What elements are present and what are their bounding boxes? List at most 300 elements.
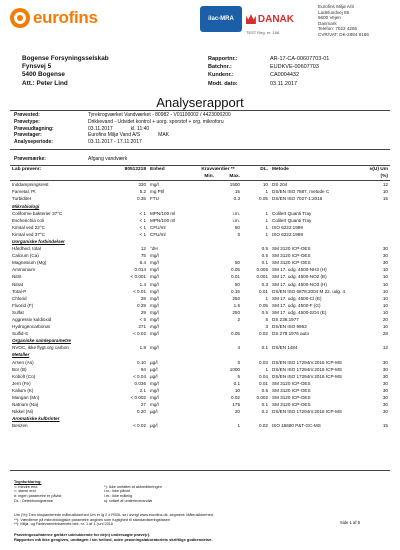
- table-row: [10, 231, 390, 238]
- limit-max: [216, 245, 242, 252]
- limit-min: [194, 288, 216, 295]
- method: SM 17. udg. 4500-SO4 (E): [272, 309, 327, 315]
- parameter-name: Jern (Fe): [12, 380, 31, 386]
- parameter-name: Nitrat: [12, 281, 23, 287]
- parameter-name: Escherichia coli: [12, 217, 44, 223]
- result-value: 6.4: [139, 260, 146, 266]
- footnote-line: **): Miljø- og Fødevareministeriets bek. nr. 1 af 1. juni 2016: [14, 522, 113, 527]
- legend-item: #: ingen parametre er påvist: [14, 494, 62, 499]
- detection-limit: 0.001: [256, 274, 268, 280]
- result-value: 1.4: [139, 281, 146, 287]
- limit-max: 50: [234, 260, 240, 266]
- meta-value: CA0004432: [270, 72, 300, 79]
- unit: mg/l: [150, 387, 159, 393]
- parameter-name: Hårdhed, total: [12, 246, 41, 252]
- result-value: < 0.002: [130, 395, 146, 401]
- info-value: Tyrekrogværket Vandværket - 80982 - V01100002 / 4423000200: [88, 112, 231, 118]
- table-row: [10, 181, 390, 189]
- method: SM 3120 ICP-OES: [272, 246, 311, 252]
- detection-limit: 1: [265, 210, 268, 216]
- detection-limit: 0.5: [261, 253, 268, 259]
- section-title: Metaller: [12, 352, 30, 358]
- limit-max: 0.02: [231, 395, 240, 401]
- limit-max: 0.05: [231, 267, 240, 273]
- table-row: [10, 252, 390, 259]
- table-row: [10, 295, 390, 302]
- page-of: af: [353, 520, 357, 525]
- table-row: [10, 387, 390, 394]
- table-row: [10, 210, 390, 217]
- unit: mg/l: [150, 274, 159, 280]
- col-subheader: Min.: [194, 173, 216, 181]
- method: DS/EN ISO 7027-1:2016: [272, 196, 323, 202]
- detection-limit: 0.02: [259, 423, 268, 429]
- page-number: [340, 520, 360, 525]
- table-row: [10, 195, 390, 202]
- detection-limit: 0.5: [261, 246, 268, 252]
- unit: CFU/ml: [150, 224, 166, 230]
- method: ISO 6222:1999: [272, 231, 303, 237]
- limit-min: [194, 422, 216, 429]
- parameter-name: Inddampningsrest: [12, 182, 49, 188]
- limit-min: [194, 181, 216, 189]
- result-value: 2.1: [139, 387, 146, 393]
- limit-max: 50: [234, 224, 240, 230]
- result-value: < 0.01: [133, 288, 146, 294]
- unit: µg/l: [150, 359, 158, 365]
- sample-mark: [14, 156, 127, 162]
- result-value: 94: [140, 366, 146, 372]
- divider: [10, 470, 390, 471]
- uncertainty: 10: [382, 302, 388, 308]
- section-row: [10, 238, 390, 245]
- method: ISO 6222:1999: [272, 224, 303, 230]
- table-row: [10, 316, 390, 323]
- legend-item: DL.: Detektionsgrænse: [14, 498, 53, 503]
- results-table: [10, 165, 390, 429]
- result-value: 5.2: [139, 189, 146, 195]
- uncertainty: [364, 210, 390, 217]
- footnotes: [14, 513, 314, 527]
- limit-max: 0.15: [231, 288, 240, 294]
- info-label: Prøvetype:: [14, 118, 40, 125]
- limit-max: 0.3: [233, 196, 240, 202]
- info-value: 03.11.2017: [88, 125, 113, 132]
- col-header: Kravværdier **: [194, 166, 242, 174]
- table-row: [10, 408, 390, 415]
- col-header: Enhed: [148, 166, 194, 174]
- parameter-name: Sulfat: [12, 309, 24, 315]
- table-row: [10, 366, 390, 373]
- table-row: [10, 323, 390, 330]
- uncertainty: 10: [382, 274, 388, 280]
- limit-max: 2: [237, 317, 240, 323]
- unit: mg/l: [150, 380, 159, 386]
- detection-limit: 0.2: [261, 409, 268, 415]
- section-title: Aromatiske kulbrinter: [12, 416, 60, 422]
- unit: mg/l: [150, 395, 159, 401]
- method: Colilert Quanti Tray: [272, 217, 312, 223]
- detection-limit: 0.5: [261, 309, 268, 315]
- limit-min: [194, 188, 216, 195]
- unit: mg/l: [150, 288, 159, 294]
- legend-item: s): udført af underleverandør: [104, 498, 153, 503]
- uncertainty: 10: [382, 288, 388, 294]
- eurofins-logo: [10, 8, 98, 28]
- method: SM 17. udg. 4500-NO3 (H): [272, 281, 327, 287]
- uncertainty: 30: [382, 402, 388, 408]
- info-value: 03.11.2017 - 17.11.2017: [88, 139, 142, 146]
- result-value: < 0.001: [130, 274, 146, 280]
- lab-address-line: Danmark: [318, 20, 337, 26]
- method: SM 3120 ICP-OES: [272, 402, 311, 408]
- col-header: DL.: [242, 166, 270, 174]
- method: DS/EN ISO 9963: [272, 324, 307, 330]
- legend-item: i.m.: ikke målelig: [104, 494, 133, 499]
- unit: MPN/100 ml: [150, 210, 176, 216]
- table-row: [10, 273, 390, 280]
- uncertainty: 10: [382, 309, 388, 315]
- col-header: 80512218: [106, 166, 148, 174]
- legend: [14, 480, 162, 504]
- lab-address-line: CVR/VAT: DK-2884 8186: [318, 31, 369, 37]
- parameter-name: Magnesium (Mg): [12, 260, 47, 266]
- section-row: [10, 415, 390, 422]
- lab-address: [318, 4, 369, 38]
- customer-line: Bogense Forsyningsselskab: [22, 55, 109, 62]
- uncertainty: 20: [382, 317, 388, 323]
- page-title: Analyserapport: [156, 95, 244, 110]
- method: SM 17. udg. 4500-NO2 (B): [272, 274, 327, 280]
- parameter-name: Calcium (Ca): [12, 253, 39, 259]
- danak-subtext: TEST Reg. nr. 168: [246, 30, 280, 35]
- limit-min: [194, 217, 216, 224]
- limit-min: [194, 401, 216, 408]
- page-total: 5: [357, 520, 361, 525]
- parameter-name: Total-P: [12, 288, 27, 294]
- result-value: 0.35: [137, 196, 146, 202]
- method: DS/EN 1484: [272, 345, 298, 351]
- lab-address-line: 6600 Vejen: [318, 15, 341, 21]
- limit-max: 1000: [229, 366, 240, 372]
- result-value: < 5: [139, 317, 146, 323]
- table-row: [10, 266, 390, 273]
- legend-title: Tegnforklaring:: [14, 480, 42, 484]
- section-title: Mikrobiologi: [12, 203, 40, 209]
- table-row: [10, 302, 390, 309]
- table-row: [10, 373, 390, 380]
- uncertainty: 30: [382, 409, 388, 415]
- divider: [10, 110, 390, 111]
- info-label: Prøveudtagning:: [14, 125, 54, 132]
- meta-value: EUDKVE-00607703: [270, 64, 319, 71]
- unit: µg/l: [150, 366, 158, 372]
- info-label: Prøvetager:: [14, 132, 42, 139]
- result-value: < 0.02: [133, 331, 146, 337]
- detection-limit: 1: [265, 224, 268, 230]
- method: DS/EN ISO 7887, metode C: [272, 189, 330, 195]
- table-row: [10, 330, 390, 337]
- uncertainty: 12: [382, 182, 388, 188]
- unit: mg/l: [150, 402, 159, 408]
- method: SM 3120 ICP-OES: [272, 260, 311, 266]
- table-row: [10, 359, 390, 366]
- result-value: 75: [140, 253, 146, 259]
- detection-limit: 0.02: [259, 331, 268, 337]
- limit-min: [194, 252, 216, 259]
- col-header: (%): [364, 173, 390, 181]
- detection-limit: 0.04: [259, 373, 268, 379]
- report-disclaimer: [14, 533, 212, 543]
- result-value: 0.036: [134, 380, 146, 386]
- detection-limit: 1: [265, 231, 268, 237]
- uncertainty: 10: [382, 267, 388, 273]
- parameter-name: Bor (B): [12, 366, 27, 372]
- limit-max: 4: [237, 345, 240, 351]
- legend-col: [14, 485, 104, 504]
- limit-min: [194, 259, 216, 266]
- parameter-name: Turbiditet: [12, 196, 31, 202]
- customer-line: 5400 Bogense: [22, 71, 65, 79]
- unit: µg/l: [150, 373, 158, 379]
- limit-min: [194, 408, 216, 415]
- table-row: [10, 422, 390, 429]
- info-label: Prøvemærke:: [14, 156, 46, 162]
- unit: mg/l: [150, 331, 159, 337]
- danak-text: DANAK: [257, 13, 294, 25]
- uncertainty: 30: [382, 387, 388, 393]
- limit-min: [194, 366, 216, 373]
- result-value: 0.014: [134, 267, 146, 273]
- limit-min: [194, 387, 216, 394]
- uncertainty: 28: [382, 331, 388, 337]
- uncertainty: 30: [382, 359, 388, 365]
- limit-min: [194, 245, 216, 252]
- limit-min: [194, 373, 216, 380]
- unit: MPN/100 ml: [150, 217, 176, 223]
- customer-address: [22, 55, 109, 88]
- detection-limit: 3: [265, 324, 268, 330]
- meta-row: [208, 80, 329, 88]
- uncertainty: 30: [382, 373, 388, 379]
- limit-max: 0.05: [231, 331, 240, 337]
- unit: mg/l: [150, 182, 159, 188]
- result-value: 1.8: [139, 345, 146, 351]
- limit-max: 5: [237, 231, 240, 237]
- customer-line: Fynsvej 5: [22, 63, 52, 71]
- table-row: [10, 188, 390, 195]
- ilac-mra-logo: ilac-MRA: [200, 6, 242, 32]
- info-value: Drikkevand - Udvidet kontrol + uorg. sporstof + org. mikroforu: [88, 118, 224, 125]
- section-row: [10, 351, 390, 358]
- uncertainty: 30: [382, 260, 388, 266]
- unit: mg/l: [150, 309, 159, 315]
- meta-row: [208, 71, 329, 79]
- limit-min: [194, 231, 216, 238]
- unit: FTU: [150, 196, 159, 202]
- result-value: 271: [138, 324, 146, 330]
- method: ISO 15680 P&T-GC-MS: [272, 423, 321, 429]
- limit-max: 20: [234, 409, 240, 415]
- parameter-name: Coliforme bakterier 37°C: [12, 210, 63, 216]
- limit-min: [194, 224, 216, 231]
- detection-limit: 0.5: [261, 387, 268, 393]
- limit-max: 0.01: [231, 274, 240, 280]
- table-row: [10, 217, 390, 224]
- detection-limit: 5: [265, 317, 268, 323]
- limit-max: 5: [237, 373, 240, 379]
- limit-max: 1: [237, 423, 240, 429]
- method: DS/EN ISO 17294m:2016 ICP-MS: [272, 373, 342, 379]
- meta-label: Modt. dato:: [208, 80, 238, 87]
- limit-max: 1.5: [233, 302, 240, 308]
- legend-item: *): Ikke omfattet af akkrediteringen: [104, 484, 162, 489]
- limit-min: [194, 359, 216, 366]
- unit: mg/l: [150, 295, 159, 301]
- detection-limit: 1: [265, 295, 268, 301]
- parameter-name: Natrium (Na): [12, 402, 39, 408]
- table-row: [10, 344, 390, 351]
- result-value: 12: [140, 246, 146, 252]
- crown-icon: [246, 14, 256, 24]
- result-value: < 0.02: [133, 423, 146, 429]
- detection-limit: 0.1: [261, 345, 268, 351]
- result-value: 330: [138, 182, 146, 188]
- limit-min: [194, 323, 216, 330]
- parameter-name: Fluorid (F): [12, 302, 34, 308]
- legend-item: <: mindre end: [14, 484, 38, 489]
- parameter-name: Benzen: [12, 423, 28, 429]
- parameter-name: Sulfid-S: [12, 331, 29, 337]
- info-value: Eurofins Miljø Vand A/S: [88, 132, 141, 139]
- limit-max: 50: [234, 281, 240, 287]
- parameter-name: Hydrogencarbonat: [12, 324, 50, 330]
- unit: mg/l: [150, 253, 159, 259]
- method: Colilert Quanti Tray: [272, 210, 312, 216]
- table-row: [10, 401, 390, 408]
- disclaimer-line: Prøveingosultaterne gælder udelukkende for de(n) undersøgte prøve(r).: [14, 532, 151, 537]
- parameter-name: Kimtal ved 22°C: [12, 224, 45, 230]
- uncertainty: 30: [382, 395, 388, 401]
- col-header: Metode: [270, 166, 364, 174]
- table-row: [10, 309, 390, 316]
- unit: mg/l: [150, 267, 159, 273]
- method: SM 3120 ICP-OES: [272, 395, 311, 401]
- uncertainty: 30: [382, 246, 388, 252]
- info-value: MAK: [158, 132, 169, 139]
- parameter-name: Nitrit: [12, 274, 22, 280]
- disclaimer-line: Rapporten må ikke gengives, undtagen i sin helhed, uden prøvningslaboratoriets skriftlige godkendelse.: [14, 536, 213, 542]
- limit-max: 1500: [229, 182, 240, 188]
- uncertainty: 15: [382, 196, 388, 202]
- detection-limit: 10: [262, 182, 268, 188]
- unit: mg/l: [150, 281, 159, 287]
- method: SM 17. udg. 4500-Cl (E): [272, 295, 322, 301]
- unit: mg/l: [150, 302, 159, 308]
- unit: µg/l: [150, 423, 158, 429]
- legend-col: [104, 485, 162, 504]
- uncertainty: 15: [382, 423, 388, 429]
- detection-limit: 1: [265, 217, 268, 223]
- meta-row: [208, 55, 329, 63]
- method: SM 3120 ICP-OES: [272, 253, 311, 259]
- col-header: Lab prøvenr:: [10, 166, 106, 174]
- result-value: 29: [140, 309, 146, 315]
- meta-value: 03.11.2017: [270, 80, 298, 87]
- parameter-name: Kalium (K): [12, 387, 34, 393]
- limit-min: [194, 210, 216, 217]
- detection-limit: 0.1: [261, 260, 268, 266]
- parameter-name: Kimtal ved 37°C: [12, 231, 45, 237]
- detection-limit: 0.1: [261, 402, 268, 408]
- limit-min: [194, 273, 216, 280]
- result-value: 28: [140, 295, 146, 301]
- footnote-line: Um (%): Den ekspanderede måleusikkerhed Um er ig 2 x RSDL se i øvrigt www.eurofins.dk, segment: Måleusikkerhed.: [14, 513, 214, 517]
- parameter-name: Kobolt (Co): [12, 373, 36, 379]
- brand-name: eurofins: [33, 8, 98, 27]
- detection-limit: 1: [265, 189, 268, 195]
- limit-max: 175: [232, 402, 240, 408]
- method: SM 17. udg. 4500-F (G): [272, 302, 321, 308]
- result-value: 0.10: [137, 359, 146, 365]
- limit-min: [194, 281, 216, 288]
- section-title: Uorganiske forbindelser: [12, 238, 65, 244]
- info-label: Analyseperiode:: [14, 139, 53, 146]
- limit-max: 15: [234, 189, 240, 195]
- limit-min: [194, 330, 216, 337]
- parameter-name: Aggressiv kuldioxid: [12, 317, 52, 323]
- limit-max: [216, 252, 242, 259]
- uncertainty: [364, 224, 390, 231]
- lab-address-line: Ladelundvej 85: [318, 9, 350, 15]
- table-row: [10, 380, 390, 387]
- method: SM 3120 ICP-OES: [272, 387, 311, 393]
- table-row: [10, 394, 390, 401]
- detection-limit: 0.002: [256, 395, 268, 401]
- limit-max: [216, 323, 242, 330]
- detection-limit: 0.3: [261, 281, 268, 287]
- method: DS/EN ISO 17294m:2016 ICP-MS: [272, 359, 342, 365]
- table-row: [10, 259, 390, 266]
- method: DS 204: [272, 182, 288, 188]
- method: DS/EN ISO 17294m:2016 ICP-MS: [272, 409, 342, 415]
- uncertainty: 10: [382, 295, 388, 301]
- limit-max: 250: [232, 295, 240, 301]
- result-value: 27: [140, 402, 146, 408]
- method: SM 3120 ICP-OES: [272, 380, 311, 386]
- detection-limit: 0.05: [259, 196, 268, 202]
- danak-logo: [246, 6, 294, 35]
- table-row: [10, 281, 390, 288]
- uncertainty: [364, 231, 390, 238]
- unit: mg/l: [150, 345, 159, 351]
- parameter-name: Farvetal, Pt: [12, 189, 36, 195]
- limit-min: [194, 266, 216, 273]
- detection-limit: 1: [265, 366, 268, 372]
- legend-item: i.m.: ikke påvist: [104, 489, 130, 494]
- section-row: [10, 202, 390, 209]
- limit-min: [194, 295, 216, 302]
- result-value: < 1: [139, 231, 146, 237]
- result-value: < 0.04: [133, 373, 146, 379]
- meta-label: Kundenr.:: [208, 72, 234, 79]
- footnote-line: **): Værdierne på mikrobiologiske parametre angives som fugtighed til standardiseringsfasen: [14, 517, 170, 522]
- limit-min: [194, 316, 216, 323]
- result-value: < 1: [139, 217, 146, 223]
- col-subheader: Max.: [216, 173, 242, 181]
- uncertainty: 10: [382, 189, 388, 195]
- parameter-name: Arsen (As): [12, 359, 34, 365]
